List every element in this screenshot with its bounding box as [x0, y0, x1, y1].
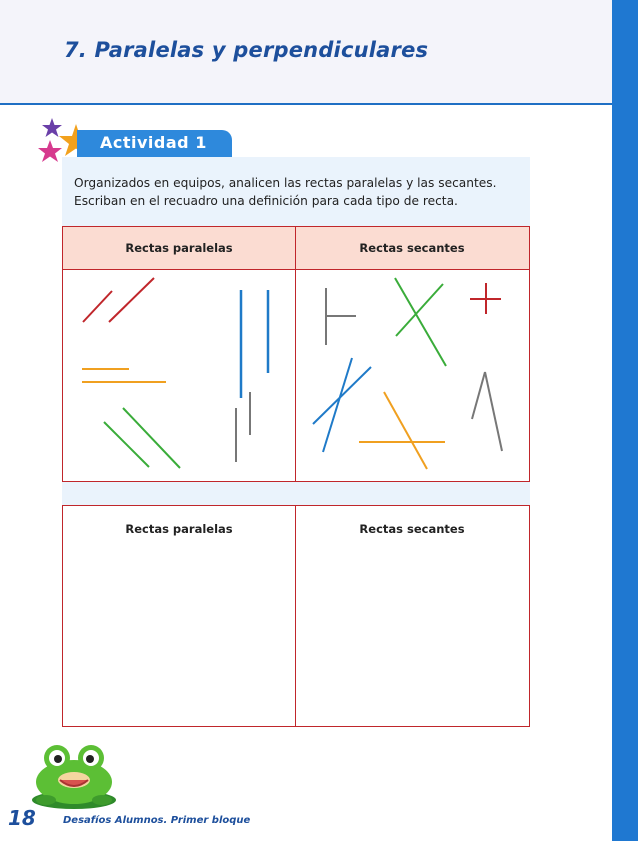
red-parallel-line-2 [109, 278, 154, 322]
header-rectas-paralelas: Rectas paralelas [125, 522, 233, 536]
green-parallel-line-2 [123, 408, 180, 468]
gray-secant-line-2 [485, 372, 502, 451]
green-secant-line-1 [395, 278, 446, 366]
header-rectas-secantes: Rectas secantes [359, 522, 465, 536]
definition-area-secantes[interactable] [296, 546, 529, 726]
header-rectas-paralelas: Rectas paralelas [125, 241, 233, 255]
activity-label: Actividad 1 [100, 133, 207, 152]
orange-secant-diagonal [384, 392, 427, 469]
definitions-table [62, 505, 530, 727]
header-rectas-secantes: Rectas secantes [359, 241, 465, 255]
blue-secant-line-2 [323, 358, 352, 452]
definition-area-paralelas[interactable] [63, 546, 295, 726]
page-number: 18 [8, 806, 36, 830]
frog-mascot-icon [24, 740, 124, 810]
gray-secant-line-1 [472, 372, 485, 419]
book-title: Desafíos Alumnos. Primer bloque [63, 815, 251, 826]
activity-instructions: Organizados en equipos, analicen las rectas paralelas y las secantes. Escriban en el recuadro una definición para cada tipo de recta. [74, 176, 497, 208]
red-parallel-line-1 [83, 291, 112, 322]
page-title: 7. Paralelas y perpendiculares [64, 38, 429, 62]
blue-secant-line-1 [313, 367, 371, 424]
